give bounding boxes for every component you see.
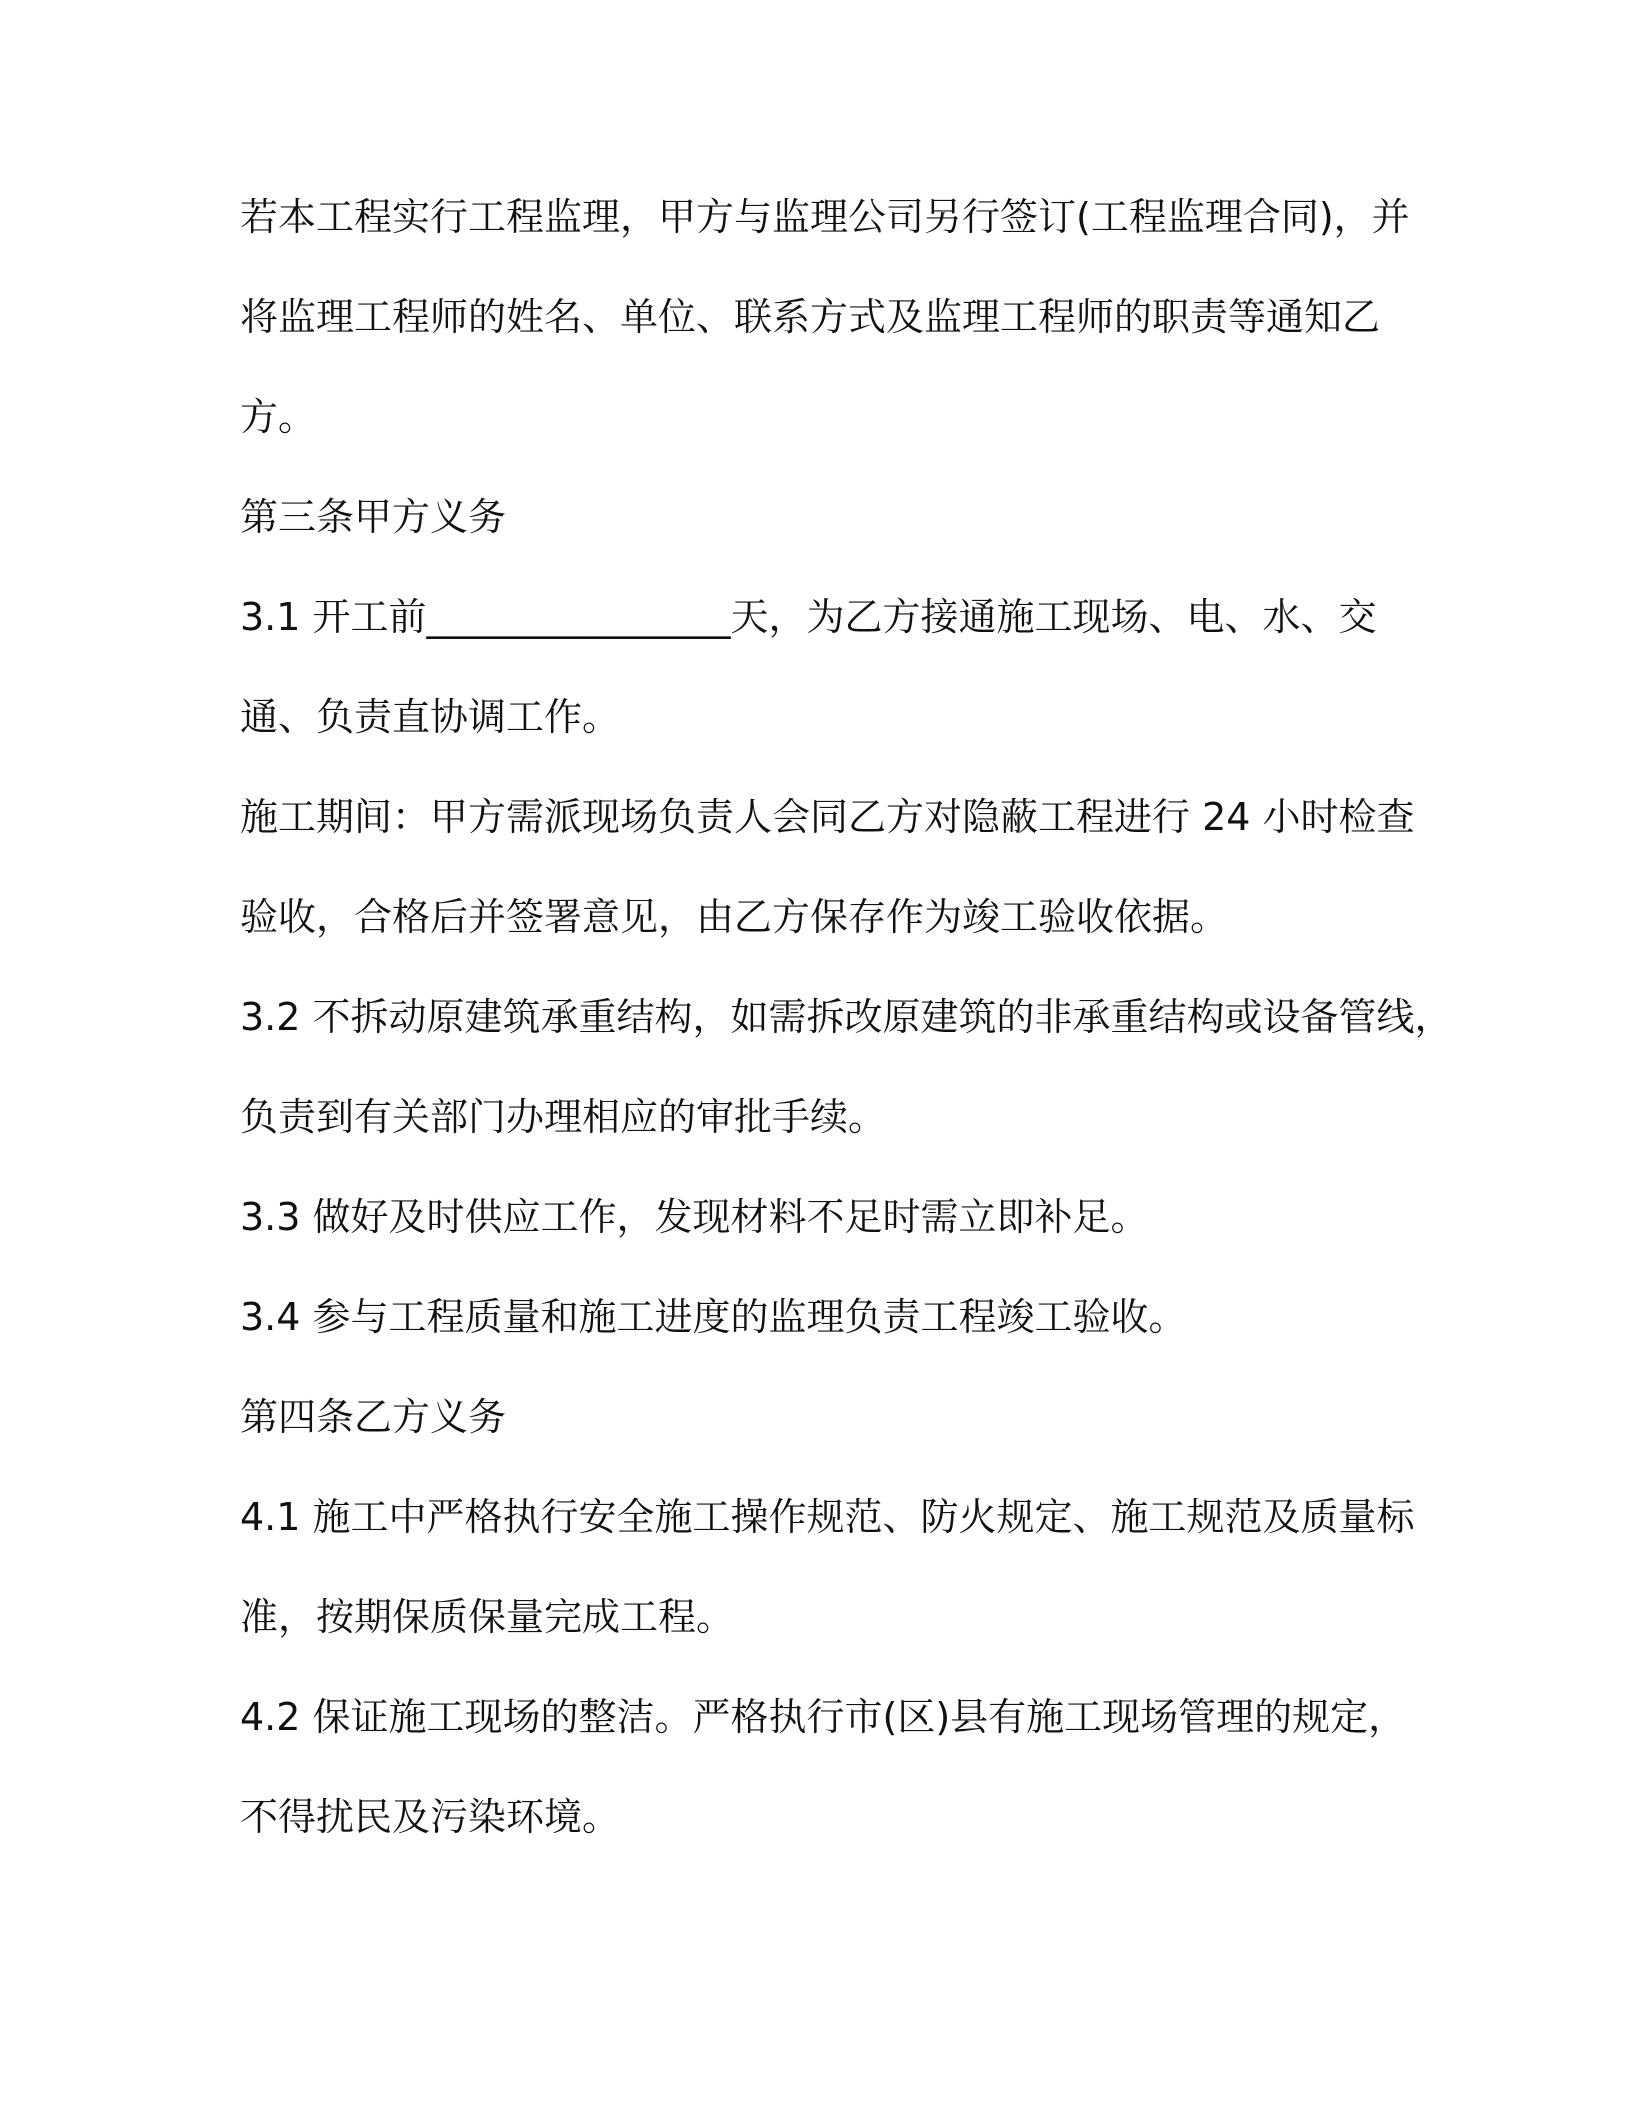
paragraph-line: 若本工程实行工程监理，甲方与监理公司另行签订(工程监理合同)，并: [240, 195, 1410, 239]
paragraph-line: 4.1 施工中严格执行安全施工操作规范、防火规定、施工规范及质量标: [240, 1495, 1415, 1539]
section-heading: 第四条乙方义务: [240, 1395, 507, 1439]
paragraph-line: 准，按期保质保量完成工程。: [240, 1595, 735, 1639]
paragraph-line: 3.1 开工前________________天，为乙方接通施工现场、电、水、交: [240, 595, 1377, 639]
paragraph-line: 负责到有关部门办理相应的审批手续。: [240, 1095, 887, 1139]
paragraph-line: 3.4 参与工程质量和施工进度的监理负责工程竣工验收。: [240, 1295, 1187, 1339]
paragraph-line: 将监理工程师的姓名、单位、联系方式及监理工程师的职责等通知乙: [240, 295, 1381, 339]
paragraph-line: 4.2 保证施工现场的整洁。严格执行市(区)县有施工现场管理的规定，: [240, 1695, 1407, 1739]
section-heading: 第三条甲方义务: [240, 495, 507, 539]
paragraph-line: 通、负责直协调工作。: [240, 695, 621, 739]
paragraph-line: 不得扰民及污染环境。: [240, 1795, 621, 1839]
paragraph-line: 施工期间：甲方需派现场负责人会同乙方对隐蔽工程进行 24 小时检查: [240, 795, 1415, 839]
paragraph-line: 3.3 做好及时供应工作，发现材料不足时需立即补足。: [240, 1195, 1149, 1239]
paragraph-line: 3.2 不拆动原建筑承重结构，如需拆改原建筑的非承重结构或设备管线，: [240, 995, 1453, 1039]
paragraph-line: 方。: [240, 395, 317, 439]
paragraph-line: 验收，合格后并签署意见，由乙方保存作为竣工验收依据。: [240, 895, 1229, 939]
